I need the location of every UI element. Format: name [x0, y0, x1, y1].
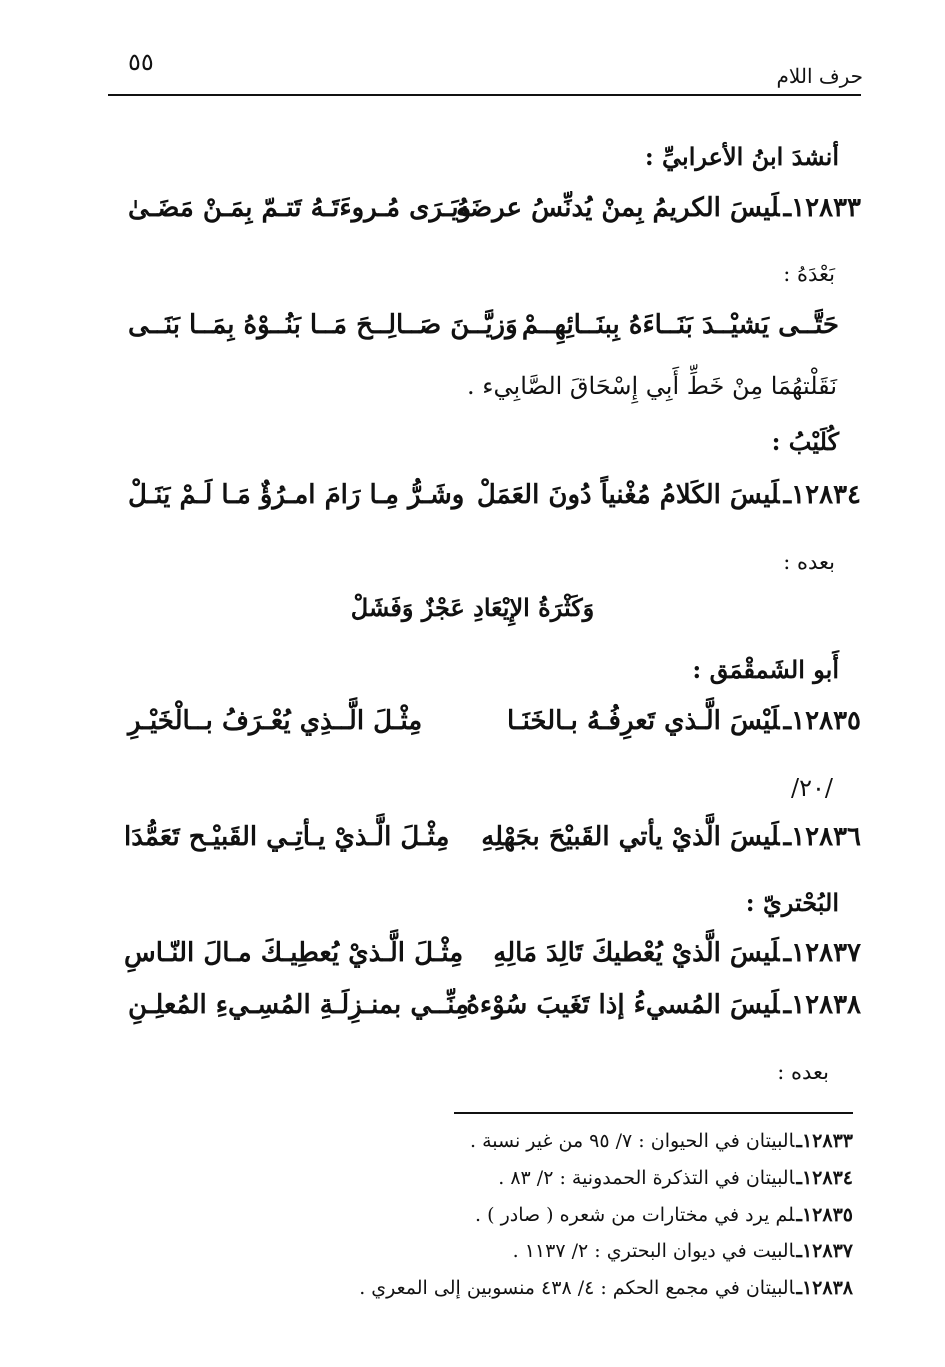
- verse-12838-first-hemistich: [466, 990, 861, 1020]
- attribution-ibn-al-arabi: أنشدَ ابنُ الأعرابيِّ :: [644, 142, 839, 171]
- footnote-rule: [454, 1112, 853, 1114]
- verse-number: ١٢٨٣٨ـ: [783, 990, 861, 1020]
- footnote-12838: [359, 1277, 853, 1299]
- page-number: ٥٥: [128, 48, 154, 76]
- verse-12834-first-hemistich: [477, 480, 861, 510]
- footnote-text: البيتان في مجمع الحكم : ٤/ ٤٣٨ منسوبين إلى المعري .: [359, 1277, 795, 1299]
- footnote-12835: [475, 1204, 853, 1226]
- attribution-kulayb: كُلَيْبُ :: [771, 427, 839, 456]
- attribution-al-buhturi: البُحْتريّ :: [745, 888, 839, 917]
- hemistich-text: لَيسَ المُسيءُ إذا تَغَيبَ سُوْءهُ: [466, 990, 780, 1020]
- verse-number: ١٢٨٣٤ـ: [783, 480, 861, 510]
- running-header-title: حرف اللام: [776, 64, 863, 88]
- continuation-label: بعده :: [783, 550, 835, 574]
- verse-number: ١٢٨٣٧ـ: [783, 938, 861, 968]
- verse-12837-second-hemistich: مِثْـلَ الَّـذيْ يُعطِيـكَ مـالَ النّـاسِ: [124, 938, 464, 968]
- footnote-number: ١٢٨٣٧ـ: [796, 1240, 853, 1262]
- header-rule: [108, 94, 861, 96]
- footnote-number: ١٢٨٣٥ـ: [796, 1204, 853, 1226]
- continuation-verse-2: وَكَثْرَةُ الإِيْعَادِ عَجْزٌ وَفَشَلْ: [350, 593, 595, 622]
- footnote-number: ١٢٨٣٨ـ: [796, 1277, 853, 1299]
- verse-12833-first-hemistich: [456, 193, 861, 223]
- footnote-text: البيتان في الحيوان : ٧/ ٩٥ من غير نسبة .: [470, 1130, 795, 1152]
- attribution-abu-al-shamaqmaq: أَبو الشَمقْمَق :: [692, 655, 839, 684]
- footnote-number: ١٢٨٣٤ـ: [796, 1167, 853, 1189]
- verse-12837-first-hemistich: [493, 938, 861, 968]
- continuation-label: بعده :: [777, 1060, 829, 1084]
- verse-number: ١٢٨٣٣ـ: [783, 193, 861, 223]
- verse-12836-second-hemistich: مِثْـلَ الَّـذيْ يـأتِـي القَبيْـح تَعَمُّدَا: [124, 822, 450, 852]
- continuation-label: بَعْدَهُ :: [783, 262, 835, 286]
- footnote-text: البيت في ديوان البحتري : ٢/ ١١٣٧ .: [512, 1240, 795, 1262]
- continuation-verse-1-second-hemistich: وَزيَّــنَ صَــالِــحَ مَــا بَنُــوْهُ بِمَــا بَنَــى: [128, 310, 518, 340]
- hemistich-text: لَيسَ الكَلامُ مُغْنياً دُونَ العَمَلْ: [476, 480, 780, 510]
- footnote-text: البيتان في التذكرة الحمدونية : ٢/ ٨٣ .: [498, 1167, 795, 1189]
- verse-12836-first-hemistich: [481, 822, 861, 852]
- hemistich-text: لَيسَ الَّذيْ يأتي القَبيْحَ بجَهْلِهِ: [481, 822, 780, 852]
- verse-number: ١٢٨٣٦ـ: [783, 822, 861, 852]
- source-note: نَقَلْتهُمَا مِنْ خَطِّ أَبِي إِسْحَاقَ الصَّابِيء .: [466, 372, 837, 400]
- verse-12835-first-hemistich: [507, 706, 861, 736]
- verse-number: ١٢٨٣٥ـ: [783, 706, 861, 736]
- footnote-12833: [470, 1130, 853, 1152]
- footnote-text: لم يرد في مختارات من شعره ( صادر ) .: [475, 1204, 795, 1226]
- verse-12834-second-hemistich: وشَـرُّ مِـا رَامَ امـرُؤٌ مَـا لَـمْ يَنَـلْ: [128, 480, 465, 510]
- verse-12833-second-hemistich: ويَـرَى مُـروءَتَـهُ تَتـمّ بِمَـنْ مَضَـىٰ: [128, 193, 472, 223]
- continuation-verse-1-first-hemistich: حَتَّــى يَشيْــدَ بَنَــاءَهُ بِبنَــائِهِــمْ: [521, 310, 839, 340]
- verse-12838-second-hemistich: مِنِّــي بمنـزِلَـةِ المُسِـيءِ المُعلِـنِ: [128, 990, 470, 1020]
- footnote-number: ١٢٨٣٣ـ: [796, 1130, 853, 1152]
- hemistich-text: لَيسَ الَّذيْ يُعْطيكَ تَالِدَ مَالِهِ: [493, 938, 780, 968]
- footnote-12837: [513, 1240, 853, 1262]
- footnote-12834: [498, 1167, 853, 1189]
- hemistich-text: لَيسَ الكريمُ بِمنْ يُدنِّسُ عرضَهُ: [456, 193, 780, 223]
- verse-12835-second-hemistich: مِثْـلَ الَّــذِي يُعْـرَفُ بــالْخَيْـرِ: [128, 706, 423, 736]
- hemistich-text: لَيْسَ الَّـذي تَعرِفُـهُ بـالخَنَـا: [507, 706, 780, 736]
- manuscript-folio-marker: /٢٠/: [791, 774, 833, 802]
